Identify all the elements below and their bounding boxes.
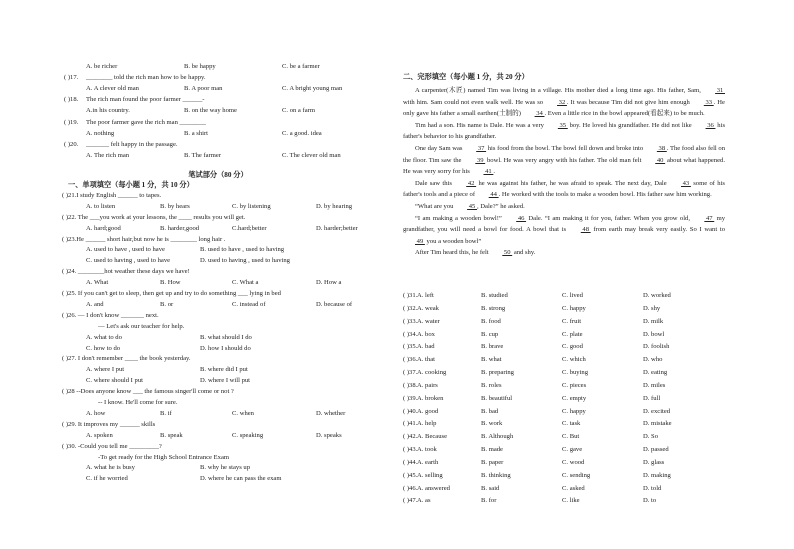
passage-text: about what happened. He was very sorry for his	[403, 156, 725, 176]
option: A. what to do	[86, 333, 122, 341]
blank-number: 34	[534, 110, 545, 118]
question-number: ( )32.	[403, 304, 418, 312]
blank-number: 35	[557, 121, 568, 129]
option: B. by hears	[160, 202, 190, 210]
question-number: ( )43.	[403, 446, 418, 454]
question-number: ( )33.	[403, 317, 418, 325]
question-text: ( )25. If you can't get to sleep, then get up and try to do something ___ lying in bed	[62, 290, 281, 297]
question-number: ( )40.	[403, 407, 418, 415]
blank-number: 50	[502, 249, 513, 257]
passage-text: his father's behavior to his grandfather.	[403, 121, 726, 141]
passage-paragraph	[403, 143, 725, 178]
option: A. that	[417, 356, 435, 364]
question-number: ( )18.	[64, 96, 79, 104]
question-text: The rich man found the poor farmer ______-	[86, 96, 205, 104]
passage-text: boy. He loved his grandfather. He did not like	[567, 121, 694, 129]
question-number: ( )42.	[403, 433, 418, 441]
passage-text: and shy.	[512, 249, 536, 257]
passage-paragraph	[403, 178, 725, 201]
option: D. whether	[316, 409, 346, 417]
option: B. The farmer	[184, 151, 222, 159]
option: C. What a	[232, 279, 259, 287]
option: C. if he worried	[86, 475, 128, 483]
passage-text: .	[493, 168, 496, 176]
passage-text: . Even a little rice in the bowl appeared(看起来) to be much.	[544, 110, 705, 118]
option: A. nothing	[86, 129, 115, 137]
passage-text: . It was because Tim did not give him enough	[566, 98, 692, 106]
option: C. used to having , used to have	[86, 257, 171, 265]
part-title: 二、完形填空（每小题 1 分，共 20 分）	[403, 73, 529, 81]
passage-text: “I am making a wooden bowl!”	[415, 214, 505, 222]
option: D. speaks	[316, 431, 342, 439]
blank-number: 32	[557, 98, 567, 106]
question-text: ( )27. I don't remember ____ the book yesterday.	[62, 355, 191, 363]
passage-text: you a wooden bowl”	[424, 237, 482, 245]
option: C. be a farmer	[282, 63, 320, 70]
passage-text: with him. Sam could not even walk well. He was so	[403, 98, 546, 106]
option: B. studied	[481, 292, 508, 299]
option: C. by listening	[232, 202, 271, 210]
blank-number: 37	[476, 144, 487, 152]
dialog-line: -- I know. He'll come for sure.	[98, 399, 178, 406]
dialog-line: -To get ready for the High School Entrance Exam	[98, 453, 230, 461]
option: B. food	[481, 317, 501, 325]
passage-text: A carpenter(木匠) named Tim was living in a village. His mother died a long time ago. His father, Sam,	[415, 87, 704, 94]
passage-text: Tim had a son. His name is Dale. He was a very	[415, 121, 546, 129]
question-number: ( )31.	[403, 292, 418, 299]
passage-paragraph	[403, 247, 725, 259]
passage-text: After Tim heard this, he felt	[415, 249, 491, 257]
passage-paragraph	[403, 213, 725, 248]
option: B. for	[481, 497, 497, 505]
blank-number: 39	[475, 156, 486, 164]
blank-number: 45	[467, 202, 477, 210]
passage-paragraph	[403, 201, 725, 213]
option: B. a shirt	[184, 129, 208, 137]
option: B. How	[160, 279, 181, 287]
option: D. to	[643, 497, 657, 505]
option: C.hard;better	[232, 224, 267, 232]
section-title: 笔试部分（80 分）	[188, 170, 248, 179]
option: B. bad	[481, 407, 499, 415]
option: B. cup	[481, 330, 499, 338]
option: D. miles	[643, 381, 666, 389]
option: C. instead of	[232, 300, 266, 308]
option: B. Although	[481, 433, 514, 441]
option: B. said	[481, 484, 500, 492]
question-text: ( )29. It improves my ______ skills	[62, 420, 156, 428]
option: C. happy	[562, 407, 586, 415]
option: A. selling	[417, 471, 443, 479]
option: A. where I put	[86, 366, 125, 374]
option: D. eating	[643, 369, 668, 377]
blank-number: 43	[680, 179, 691, 187]
question-number: ( )20.	[64, 140, 79, 148]
option: C. which	[562, 356, 586, 364]
option: C. But	[562, 433, 580, 441]
option: D. making	[643, 471, 671, 479]
option: B. A poor man	[184, 85, 223, 93]
option: C. buying	[562, 369, 589, 377]
option: A. as	[417, 497, 431, 505]
option: D. excited	[643, 407, 671, 415]
option: C. empty	[562, 394, 587, 402]
passage-text: “What are you	[415, 202, 456, 210]
option: A. left	[417, 292, 434, 299]
option: D. foolish	[643, 343, 670, 351]
option: D. how I should do	[200, 344, 251, 352]
blank-number: 44	[488, 191, 499, 199]
question-number: ( )39.	[403, 394, 418, 402]
option: A. box	[417, 330, 435, 338]
question-number: ( )35.	[403, 343, 418, 351]
blank-number: 47	[704, 214, 715, 222]
blank-number: 42	[466, 179, 477, 187]
option: A. hard;good	[86, 224, 121, 232]
option: C. where should I put	[86, 377, 143, 385]
blank-number: 48	[580, 226, 591, 234]
option: A. water	[417, 317, 440, 325]
question-number: ( )19.	[64, 118, 79, 126]
option: A. how	[86, 409, 106, 417]
question-text: ( )28 --Does anyone know ___ the famous singer'll come or not ?	[62, 388, 234, 396]
option: C. lived	[562, 292, 583, 299]
option: B. work	[481, 420, 503, 428]
option: D. because of	[316, 300, 353, 308]
option: D. milk	[643, 317, 664, 325]
option: B. what	[481, 356, 502, 364]
option: A. Because	[417, 433, 448, 441]
question-number: ( )41.	[403, 420, 418, 428]
question-text: ( )21.I study English ______ to tapes.	[62, 191, 162, 199]
option: C. like	[562, 497, 580, 505]
option: A. to listen	[86, 202, 116, 210]
option: A. earth	[417, 458, 439, 466]
option: D. glass	[643, 458, 665, 466]
blank-number: 36	[705, 121, 716, 129]
option: B. roles	[481, 381, 502, 389]
blank-number: 41	[483, 168, 494, 176]
question-number: ( )37.	[403, 369, 418, 377]
option: C. when	[232, 409, 254, 417]
option: D. So	[643, 433, 659, 441]
option: D. told	[643, 484, 662, 492]
passage-text: his food from the bowl. The bowl fell down and broke into	[486, 144, 645, 152]
option: B. thinking	[481, 471, 511, 479]
dialog-line: — Let's ask our teacher for help.	[98, 322, 185, 330]
option: B. brave	[481, 343, 504, 351]
option: B. speak	[160, 431, 183, 439]
blank-number: 46	[516, 214, 527, 222]
passage-text: from earth may break very easily. So I want to	[590, 226, 725, 234]
option: B. harder,good	[160, 224, 200, 232]
option: B. preparing	[481, 369, 514, 377]
passage-text: . He only gave his father a small earthen(土制的)	[403, 98, 725, 118]
option: C. a good. idea	[282, 129, 322, 137]
blank-number: 31	[715, 87, 725, 94]
option: C. how to do	[86, 344, 121, 352]
passage-text: . The food also fell on the floor. Tim saw the	[403, 144, 725, 164]
option: D. who	[643, 356, 663, 364]
option: B. where did I put	[200, 366, 248, 374]
option: D. where I will put	[200, 377, 250, 385]
blank-number: 40	[655, 156, 666, 164]
option: A. weak	[417, 304, 439, 312]
option: D. harder;better	[316, 224, 358, 232]
option: D. where he can pass the exam	[200, 475, 282, 483]
option: A. took	[417, 446, 437, 454]
question-text: ( )24. ________hot weather these days we have!	[62, 268, 190, 276]
option: C. A bright young man	[282, 85, 343, 93]
option: C. on a farm	[282, 107, 315, 115]
question-number: ( )34.	[403, 330, 418, 338]
option: C. The clever old man	[282, 151, 341, 159]
option: C. sending	[562, 471, 591, 479]
passage-text: bowl. He was very angry with his father. The old man felt	[485, 156, 644, 164]
option: A. spoken	[86, 431, 113, 439]
option: C. speaking	[232, 431, 264, 439]
option: C. wood	[562, 458, 585, 466]
option: B. be happy	[184, 63, 216, 70]
option: B. why he stays up	[200, 464, 251, 472]
question-number: ( )47.	[403, 497, 418, 505]
option: B. on the way home	[184, 107, 237, 115]
option: D. by hearing	[316, 202, 353, 210]
option: B. beautiful	[481, 394, 513, 402]
blank-number: 38	[656, 144, 667, 152]
question-text: The poor farmer gave the rich man ________	[86, 118, 206, 126]
option: B. if	[160, 409, 172, 417]
option: A. The rich man	[86, 151, 130, 159]
option: D. shy	[643, 304, 661, 312]
question-number: ( )45.	[403, 471, 418, 479]
question-text: ( )22. The ___you work at your lessons, the ____ results you will get.	[62, 213, 246, 221]
option: D. How a	[316, 279, 342, 287]
passage-text: he was against his father, he was afraid to speak. The next day, Dale	[476, 179, 669, 187]
passage-text: Dale. “I am making it for you, father. When you grow old,	[526, 214, 693, 222]
option: A. and	[86, 300, 104, 308]
passage-paragraph	[403, 120, 725, 143]
question-number: ( )36.	[403, 356, 418, 364]
option: C. fruit	[562, 317, 582, 325]
option: D. used to having , used to having	[200, 257, 290, 265]
blank-number: 33	[703, 98, 714, 106]
option: C. asked	[562, 484, 585, 492]
question-number: ( )44.	[403, 458, 418, 466]
option: A. What	[86, 279, 109, 287]
option: B. what should I do	[200, 333, 252, 341]
question-number: ( )17.	[64, 74, 79, 82]
option: C. gave	[562, 446, 583, 454]
passage-text: some of his father's tools and a piece of	[403, 179, 725, 199]
part-title: 一、单项填空（每小题 1 分，共 10 分）	[68, 180, 194, 189]
option: A. what he is busy	[86, 464, 135, 472]
option: D. mistake	[643, 420, 672, 428]
question-text: ( )23.He ______ short hair,but now he is ________ long hair .	[62, 235, 226, 243]
option: D. bowl	[643, 330, 665, 338]
passage-text: Dale saw this	[415, 179, 455, 187]
option: A. help	[417, 420, 437, 428]
question-text: _______ felt happy in the passage.	[86, 140, 178, 148]
option: A. cooking	[417, 369, 447, 377]
question-number: ( )38.	[403, 381, 418, 389]
option: C. plate	[562, 330, 583, 338]
passage-text: , Dale?” he asked.	[476, 202, 525, 210]
option: A. pairs	[417, 381, 438, 389]
option: A. answered	[417, 484, 450, 492]
passage-text: One day Sam was	[415, 144, 465, 152]
question-text: ________ told the rich man how to be happy.	[86, 74, 206, 82]
option: A. broken	[417, 394, 444, 402]
passage-text: my grandfather, you will need a bowl for food. A bowl that is	[403, 214, 726, 234]
option: A. used to have , used to have	[86, 246, 165, 254]
cloze-passage	[403, 85, 725, 259]
option: B. strong	[481, 304, 506, 312]
question-number: ( )46.	[403, 484, 418, 492]
option: C. task	[562, 420, 581, 428]
option: A. be richer	[86, 63, 118, 70]
option: D. worked	[643, 292, 671, 299]
passage-paragraph	[403, 85, 725, 120]
passage-text: . He worked with the tools to make a wooden bowl. His father saw him working.	[498, 191, 712, 199]
option: C. happy	[562, 304, 586, 312]
option: A. bad	[417, 343, 435, 351]
option: C. pieces	[562, 381, 587, 389]
blank-number: 49	[415, 237, 425, 245]
option: B. paper	[481, 458, 504, 466]
option: D. full	[643, 394, 661, 402]
option: B. used to have , used to having	[200, 246, 285, 254]
option: A. A clever old man	[86, 85, 139, 93]
option: D. passed	[643, 446, 669, 454]
question-text: ( )30. -Could you tell me _________?	[62, 442, 162, 450]
option: A.in his country.	[86, 107, 130, 115]
option: A. good	[417, 407, 439, 415]
question-text: ( )26. — I don't know _______ next.	[62, 311, 159, 319]
option: B. made	[481, 446, 503, 454]
option: B. or	[160, 300, 174, 308]
option: C. good	[562, 343, 583, 351]
